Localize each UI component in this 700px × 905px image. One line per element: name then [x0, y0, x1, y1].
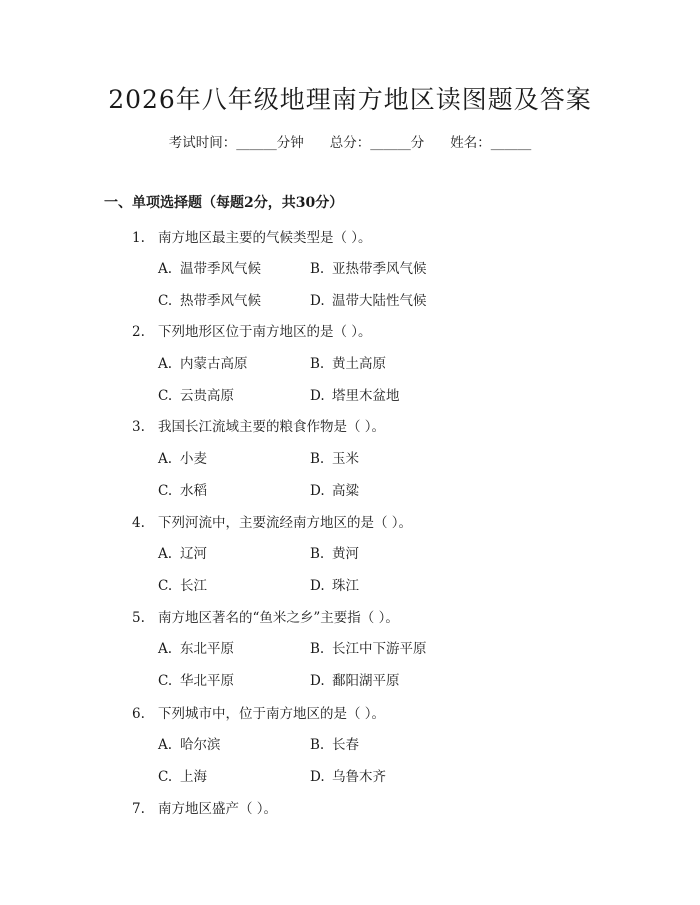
option-c: C. 云贵高原	[158, 388, 234, 404]
option-c: C. 华北平原	[158, 673, 234, 689]
question-3: 3. 我国长江流域主要的粮食作物是（ ）。	[132, 419, 386, 435]
question-text: 南方地区著名的“鱼米之乡”主要指（ ）。	[158, 610, 399, 626]
document-title: 2026年八年级地理南方地区读图题及答案	[108, 85, 592, 114]
question-5: 5. 南方地区著名的“鱼米之乡”主要指（ ）。	[132, 610, 399, 626]
exam-meta	[0, 131, 700, 151]
section-heading: 一、单项选择题（每题2分，共30分）	[104, 195, 344, 211]
question-7: 7. 南方地区盛产（ ）。	[132, 801, 278, 817]
question-text: 南方地区盛产（ ）。	[158, 801, 278, 817]
question-6: 6. 下列城市中，位于南方地区的是（ ）。	[132, 706, 386, 722]
question-text: 下列河流中，主要流经南方地区的是（ ）。	[158, 515, 413, 531]
option-d: D. 温带大陆性气候	[310, 293, 427, 309]
option-d: D. 鄱阳湖平原	[310, 673, 400, 689]
option-b: B. 长春	[310, 737, 359, 753]
option-d: D. 塔里木盆地	[310, 388, 400, 404]
option-d: D. 珠江	[310, 578, 359, 594]
question-text: 下列地形区位于南方地区的是（ ）。	[158, 324, 372, 340]
question-text: 下列城市中，位于南方地区的是（ ）。	[158, 706, 386, 722]
option-a: A. 小麦	[158, 451, 207, 467]
question-2: 2. 下列地形区位于南方地区的是（ ）。	[132, 324, 372, 340]
option-b: B. 长江中下游平原	[310, 641, 427, 657]
option-d: D. 高粱	[310, 483, 359, 499]
option-a: A. 内蒙古高原	[158, 356, 248, 372]
option-c: C. 长江	[158, 578, 207, 594]
total-score: 总分：______分	[329, 135, 425, 151]
question-4: 4. 下列河流中，主要流经南方地区的是（ ）。	[132, 515, 413, 531]
option-c: C. 上海	[158, 769, 207, 785]
option-b: B. 黄河	[310, 546, 359, 562]
question-text: 我国长江流域主要的粮食作物是（ ）。	[158, 419, 386, 435]
exam-time: 考试时间：______分钟	[168, 135, 304, 151]
question-text: 南方地区最主要的气候类型是（ ）。	[158, 230, 372, 246]
option-b: B. 亚热带季风气候	[310, 261, 427, 277]
option-c: C. 热带季风气候	[158, 293, 261, 309]
option-a: A. 东北平原	[158, 641, 234, 657]
option-d: D. 乌鲁木齐	[310, 769, 386, 785]
option-a: A. 辽河	[158, 546, 207, 562]
option-a: A. 温带季风气候	[158, 261, 261, 277]
option-c: C. 水稻	[158, 483, 207, 499]
option-a: A. 哈尔滨	[158, 737, 221, 753]
student-name: 姓名：______	[450, 135, 532, 151]
question-1: 1. 南方地区最主要的气候类型是（ ）。	[132, 230, 372, 246]
option-b: B. 玉米	[310, 451, 359, 467]
option-b: B. 黄土高原	[310, 356, 386, 372]
